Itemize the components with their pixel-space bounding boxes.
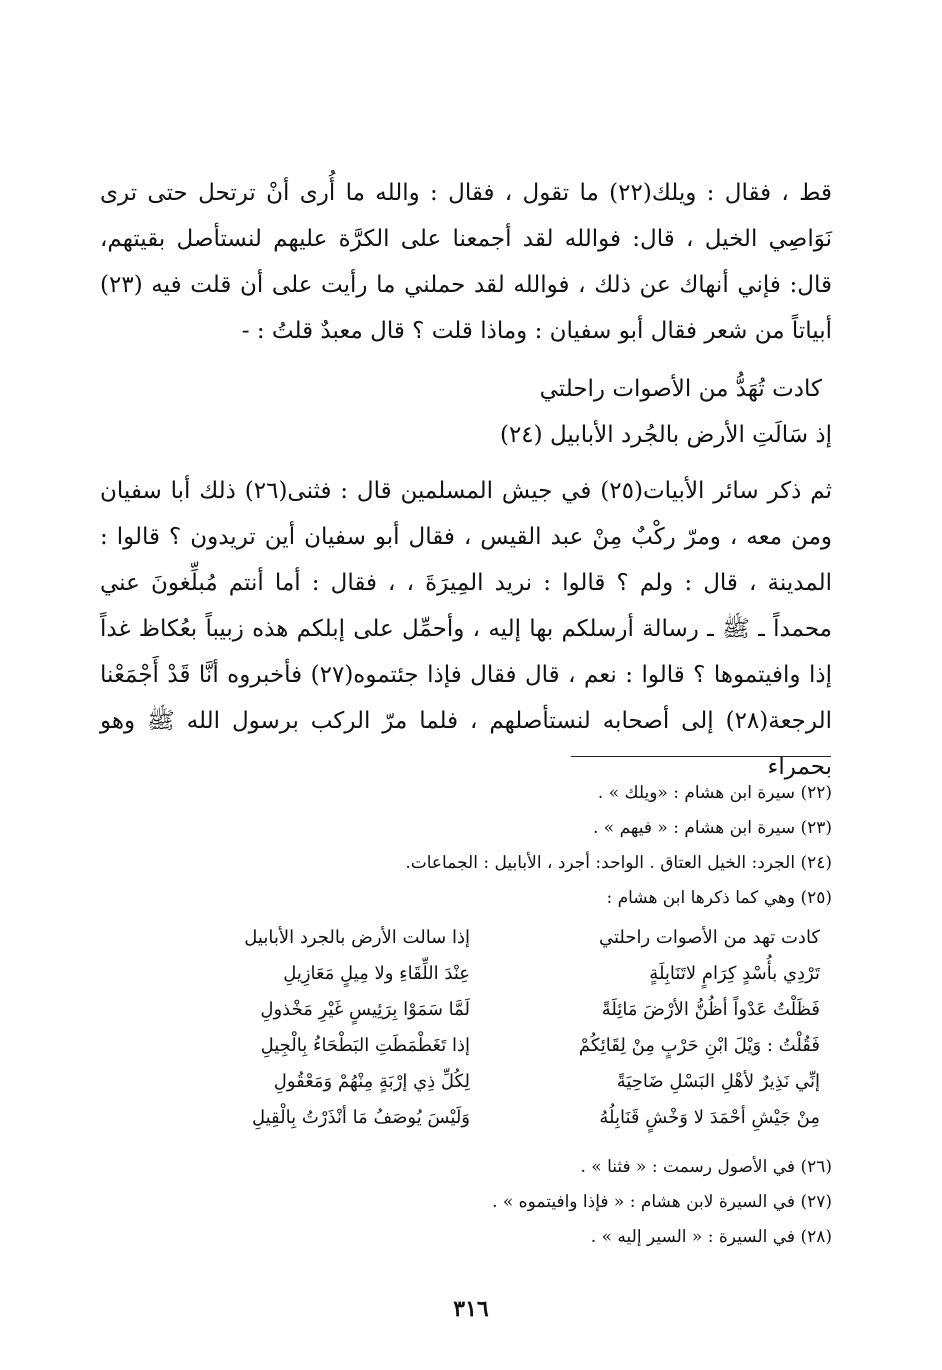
footnote-22: (٢٢) سيرة ابن هشام : «ويلك » . xyxy=(597,783,832,803)
main-text-block xyxy=(100,170,832,790)
body-text xyxy=(100,170,832,354)
poem-line: فَقُلْتُ : وَيْلَ ابْنِ حَرْبٍ مِنْ لِقَائِكُمْ xyxy=(578,1035,820,1056)
poem-first-hemistichs xyxy=(490,920,820,1136)
poem-line: لِكُلِّ ذِي إرْبَةٍ مِنْهُمْ وَمَعْقُولِ xyxy=(273,1071,470,1092)
footnote-26: (٢٦) في الأصول رسمت : « فثنا » . xyxy=(580,1157,832,1177)
paragraph-1: قط ، فقال : ويلك(٢٢) ما تقول ، فقال : والله ما أُرى أنْ ترتحل حتى ترى نَوَاصِي الخيل ، قال: فوالله لقد أجمعنا على الكرَّة عليهم لنستأصل بقيتهم، قال: فإني أنهاك عن ذلك ، فوالله لقد حملني ما رأيت على أن قلت فيه (٢٣) أبياتاً من شعر فقال أبو سفيان : وماذا قلت ؟ قال معبدٌ قلتُ : - xyxy=(100,180,833,344)
poem-line: إذا تَغَطْمَطَتِ البَطْحَاءُ بِالْجِيلِ xyxy=(260,1035,470,1056)
page-number: ٣١٦ xyxy=(453,1296,489,1322)
footnote-24: (٢٤) الجرد: الخيل العتاق . الواحد: أجرد ، الأبابيل : الجماعات. xyxy=(405,853,832,873)
poem-line: مِنْ جَيْشِ أحْمَدَ لا وَخْشٍ قَنَابِلُهُ xyxy=(599,1107,820,1128)
body-text-continued xyxy=(100,468,832,790)
poem-line: كادت تهد من الأصوات راحلتي xyxy=(598,927,820,948)
poem-second-hemistichs xyxy=(140,920,470,1136)
poem-line: إنِّي نَذِيرٌ لأهْلِ البَسْلِ ضَاحِيَةً xyxy=(616,1071,820,1092)
verse-line-1: كادت تُهَدُّ من الأصوات راحلتي xyxy=(539,376,822,402)
footnotes-top xyxy=(100,776,832,916)
footnote-28: (٢٨) في السيرة : « السير إليه » . xyxy=(590,1227,832,1247)
footnote-27: (٢٧) في السيرة لابن هشام : « فإذا وافيتموه » . xyxy=(492,1192,832,1212)
poem-line: عِنْدَ اللِّقَاءِ ولا مِيلٍ مَعَازِيلِ xyxy=(283,963,470,984)
footnotes-bottom xyxy=(100,1150,832,1255)
poem-line: فَظَلْتُ عَدْواً أظُنُّ الأرْضَ مَائِلَةً xyxy=(601,999,820,1020)
paragraph-2: ثم ذكر سائر الأبيات(٢٥) في جيش المسلمين قال : فثنى(٢٦) ذلك أبا سفيان ومن معه ، ومرّ ركْبٌ مِنْ عبد القيس ، فقال أبو سفيان أين تريدون ؟ قالوا : المدينة ، قال : ولم ؟ قالوا : نريد المِيرَةَ ، ، فقال : أما أنتم مُبلِّغونَ عني محمداً ـ ﷺ ـ رسالة أرسلكم بها إليه ، وأحمِّل على إبلكم هذه زبيباً بعُكاظ غداً إذا وافيتموها ؟ قالوا : نعم ، قال فقال فإذا جئتموه(٢٧) فأخبروه أنَّا قَدْ أَجْمَعْنا الرجعة(٢٨) إلى أصحابه لنستأصلهم ، فلما مرّ الركب برسول الله ﷺ وهو بحمراء xyxy=(100,478,832,780)
verse-line-2: إذ سَالَتِ الأرض بالجُرد الأبابيل (٢٤) xyxy=(499,422,832,448)
poem-line: وَلَيْسَ يُوصَفُ مَا أنْذَرْتُ بِالْقِيلِ xyxy=(251,1107,470,1128)
footnote-divider xyxy=(571,756,831,757)
quoted-verse xyxy=(100,366,832,458)
poem xyxy=(140,920,820,1136)
poem-line: إذا سالت الأرض بالجرد الأبابيل xyxy=(244,927,470,948)
poem-line: لَمَّا سَمَوْا بِرَئِيسٍ غَيْرِ مَخْذولِ xyxy=(260,999,470,1020)
footnote-23: (٢٣) سيرة ابن هشام : « فيهم » . xyxy=(593,818,832,838)
poem-line: تَرْدِي بأُسْدٍ كِرَامٍ لاتَنَابِلَةٍ xyxy=(649,963,820,984)
footnote-25: (٢٥) وهي كما ذكرها ابن هشام : xyxy=(606,888,832,908)
